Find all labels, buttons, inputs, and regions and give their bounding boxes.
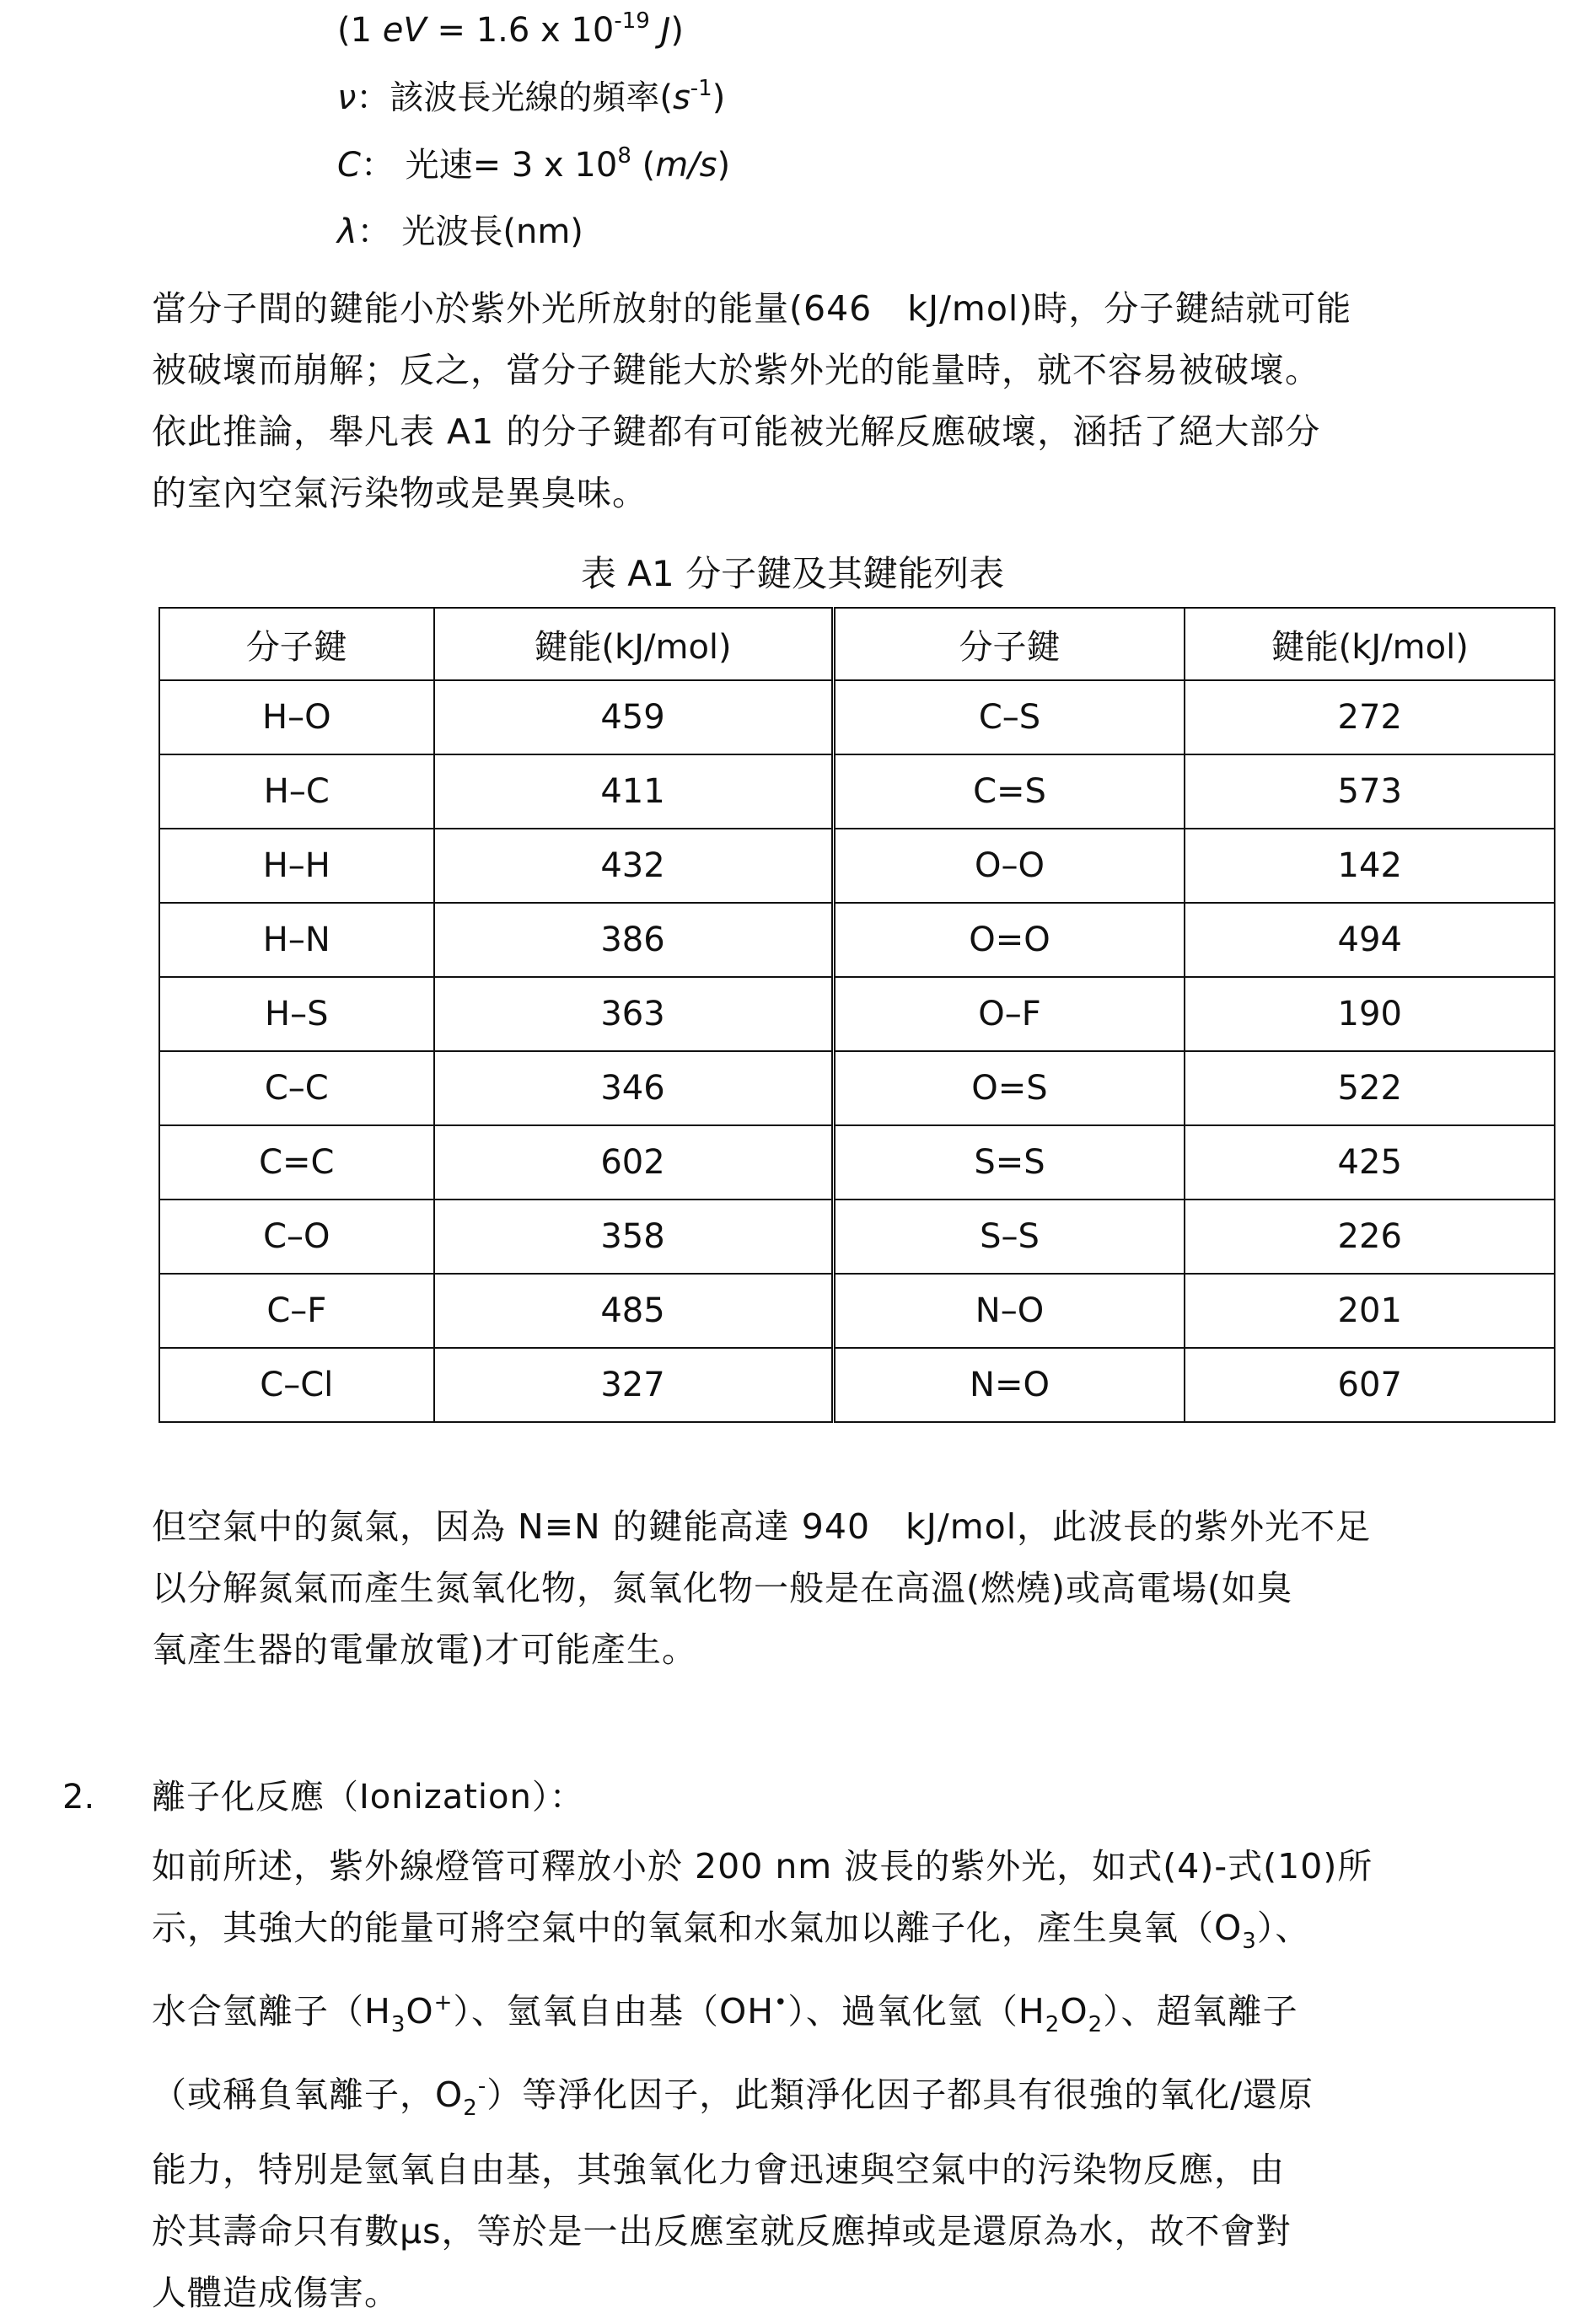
paragraph-3-line: 能力，特別是氫氧自由基，其強氧化力會迅速與空氣中的污染物反應，由 [152, 2150, 1285, 2190]
energy-cell: 346 [434, 1051, 833, 1125]
energy-cell: 411 [434, 754, 833, 829]
bond-cell: H–N [159, 903, 434, 977]
energy-cell: 602 [434, 1125, 833, 1200]
ev-note-post: ) [670, 11, 684, 50]
lambda-definition [337, 212, 583, 251]
energy-cell: 573 [1185, 754, 1555, 829]
lambda-symbol: λ [337, 212, 357, 251]
bond-cell: C–O [159, 1200, 434, 1274]
bond-cell: C–F [159, 1274, 434, 1348]
bond-cell: C=S [833, 754, 1185, 829]
table-caption: 表 A1 分子鍵及其鍵能列表 [580, 553, 1005, 594]
energy-cell: 363 [434, 977, 833, 1051]
energy-cell: 485 [434, 1274, 833, 1348]
energy-cell: 494 [1185, 903, 1555, 977]
header-bond-right: 分子鍵 [833, 608, 1185, 680]
bond-cell: O–O [833, 829, 1185, 903]
nu-symbol: ν [337, 78, 357, 117]
bond-cell: H–C [159, 754, 434, 829]
energy-cell: 272 [1185, 680, 1555, 754]
paragraph-1-line: 依此推論，舉凡表 A1 的分子鍵都有可能被光解反應破壞，涵括了絕大部分 [152, 411, 1321, 452]
bond-cell: C–C [159, 1051, 434, 1125]
c-definition [337, 143, 731, 185]
bond-cell: H–S [159, 977, 434, 1051]
paragraph-1-line: 被破壞而崩解；反之，當分子鍵能大於紫外光的能量時，就不容易被破壞。 [152, 350, 1320, 390]
bond-cell: N=O [833, 1348, 1185, 1422]
energy-cell: 522 [1185, 1051, 1555, 1125]
bond-cell: O–F [833, 977, 1185, 1051]
bond-cell: C=C [159, 1125, 434, 1200]
table-row [159, 1274, 1555, 1348]
energy-cell: 142 [1185, 829, 1555, 903]
nu-definition [337, 78, 725, 115]
paragraph-2-line: 氧產生器的電暈放電)才可能產生。 [152, 1629, 697, 1670]
section-title: 離子化反應（Ionization）： [152, 1778, 584, 1817]
paragraph-3-line: 如前所述，紫外線燈管可釋放小於 200 nm 波長的紫外光，如式(4)-式(10)所 [152, 1846, 1373, 1887]
energy-cell: 358 [434, 1200, 833, 1274]
c-text: ： 光速= 3 x 10 [360, 146, 618, 185]
bond-cell: O=S [833, 1051, 1185, 1125]
paragraph-2-line: 但空氣中的氮氣，因為 N≡N 的鍵能高達 940 kJ/mol，此波長的紫外光不足 [152, 1506, 1372, 1547]
paragraph-1-line: 當分子間的鍵能小於紫外光所放射的能量(646 kJ/mol)時，分子鍵結就可能 [152, 288, 1352, 329]
bond-cell: S=S [833, 1125, 1185, 1200]
table-row [159, 680, 1555, 754]
table-body [159, 680, 1555, 1422]
energy-cell: 386 [434, 903, 833, 977]
ev-unit: eV [382, 11, 427, 50]
table-row [159, 1200, 1555, 1274]
header-energy-left: 鍵能(kJ/mol) [434, 608, 833, 680]
c-mid: ( [631, 146, 656, 185]
table-row [159, 1125, 1555, 1200]
ev-exponent: -19 [614, 8, 650, 34]
section-number: 2. [62, 1778, 95, 1817]
nu-post: ) [712, 78, 726, 117]
paragraph-2-line: 以分解氮氣而產生氮氧化物，氮氧化物一般是在高溫(燃燒)或高電場(如臭 [152, 1568, 1292, 1608]
paragraph-3-line: 示，其強大的能量可將空氣中的氧氣和水氣加以離子化，產生臭氧$(O_3)$、 [152, 1908, 1311, 1954]
bond-cell: S–S [833, 1200, 1185, 1274]
paragraph-3-line: （或稱負氧離子，$O_2^-$）等淨化因子，此類淨化因子都具有很強的氧化/還原 [152, 2074, 1314, 2121]
table-row [159, 903, 1555, 977]
table-row [159, 1051, 1555, 1125]
paragraph-2 [152, 1496, 1534, 1681]
paragraph-1 [152, 278, 1534, 524]
energy-cell: 226 [1185, 1200, 1555, 1274]
c-exponent: 8 [617, 143, 631, 169]
energy-cell: 327 [434, 1348, 833, 1422]
header-bond-left: 分子鍵 [159, 608, 434, 680]
paragraph-3 [152, 1836, 1534, 2324]
joule-unit: J [660, 11, 671, 50]
energy-cell: 190 [1185, 977, 1555, 1051]
ev-note-mid: = 1.6 x 10 [426, 11, 615, 50]
c-unit: m/s [655, 146, 717, 185]
bond-energy-table [158, 607, 1555, 1423]
bond-cell: C–Cl [159, 1348, 434, 1422]
nu-unit: s [672, 78, 690, 117]
nu-exponent: -1 [690, 76, 712, 101]
ev-note-pre: (1 [337, 11, 383, 50]
table-row [159, 754, 1555, 829]
paragraph-3-line: 於其壽命只有數μs，等於是一出反應室就反應掉或是還原為水，故不會對 [152, 2211, 1292, 2252]
energy-cell: 425 [1185, 1125, 1555, 1200]
lambda-text: ： 光波長(nm) [357, 212, 583, 251]
ev-note [337, 8, 684, 50]
energy-cell: 459 [434, 680, 833, 754]
c-post: ) [717, 146, 731, 185]
c-symbol: C [337, 146, 361, 185]
energy-cell: 432 [434, 829, 833, 903]
bond-cell: H–O [159, 680, 434, 754]
bond-cell: H–H [159, 829, 434, 903]
table-header-row [159, 608, 1555, 680]
header-energy-right: 鍵能(kJ/mol) [1185, 608, 1555, 680]
energy-cell: 607 [1185, 1348, 1555, 1422]
paragraph-3-line: 人體造成傷害。 [152, 2273, 400, 2313]
table-row [159, 829, 1555, 903]
energy-cell: 201 [1185, 1274, 1555, 1348]
table-row [159, 977, 1555, 1051]
paragraph-3-line: 水合氫離子$(H_3O^+)$、氫氧自由基（OH•）、過氧化氫$(H_2O_2)$、超氧離子 [152, 1990, 1298, 2037]
bond-cell: O=O [833, 903, 1185, 977]
paragraph-1-line: 的室內空氣污染物或是異臭味。 [152, 473, 647, 513]
table-row [159, 1348, 1555, 1422]
bond-cell: C–S [833, 680, 1185, 754]
nu-text: ：該波長光線的頻率( [356, 78, 673, 117]
bond-cell: N–O [833, 1274, 1185, 1348]
